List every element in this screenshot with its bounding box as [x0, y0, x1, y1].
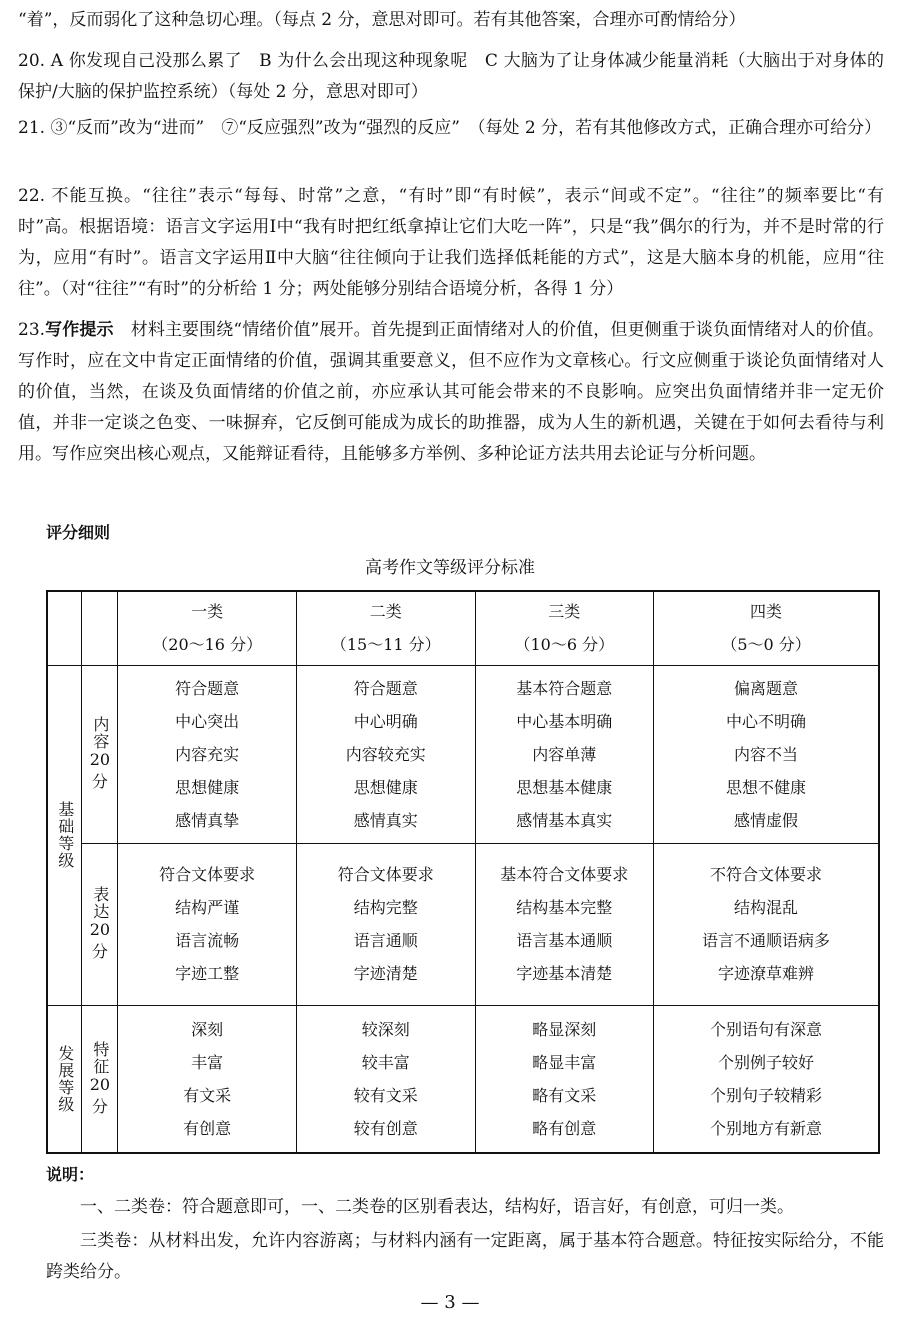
row-expression [47, 843, 879, 1005]
row-feature [47, 1005, 879, 1153]
cell-feature-1: 深刻 丰富 有文采 有创意 [118, 1005, 297, 1153]
cell-content-2: 符合题意 中心明确 内容较充实 思想健康 感情真实 [296, 665, 475, 843]
table-header-row [47, 591, 879, 665]
corner-cell [82, 591, 118, 665]
header-class-2: 二类 （15～11 分） [296, 591, 475, 665]
header-class-4: 四类 （5～0 分） [654, 591, 879, 665]
q22-answer: 22. 不能互换。“往往”表示“每每、时常”之意，“有时”即“有时候”，表示“间或不定”。“往往”的频率要比“有时”高。根据语境：语言文字运用Ⅰ中“我有时把红纸拿掉让它们大吃一阵”，只是“我”偶尔的行为，并不是时常的行为，应用“有时”。语言文字运用Ⅱ中大脑“往往倾向于让我们选择低耗能的方式”，这是大脑本身的机能，应用“往往”。（对“往往”“有时”的分析给 1 分；两处能够分别结合语境分析，各得 1 分） [18, 186, 884, 299]
rubric-label: 评分细则 [46, 523, 111, 542]
cell-feature-4: 个别语句有深意 个别例子较好 个别句子较精彩 个别地方有新意 [654, 1005, 879, 1153]
q20-answer: 20. A 你发现自己没那么累了 B 为什么会出现这种现象呢 C 大脑为了让身体减少能量消耗（大脑出于对身体的保护/大脑的保护监控系统）（每处 2 分，意思对即可） [18, 51, 884, 102]
cell-content-4: 偏离题意 中心不明确 内容不当 思想不健康 感情虚假 [654, 665, 879, 843]
row-content [47, 665, 879, 843]
cell-content-1: 符合题意 中心突出 内容充实 思想健康 感情真挚 [118, 665, 297, 843]
cell-feature-2: 较深刻 较丰富 较有文采 较有创意 [296, 1005, 475, 1153]
notes-paragraph-1: 一、二类卷：符合题意即可，一、二类卷的区别看表达，结构好，语言好，有创意，可归一类。 [80, 1197, 794, 1217]
cell-feature-3: 略显深刻 略显丰富 略有文采 略有创意 [475, 1005, 654, 1153]
header-class-3: 三类 （10～6 分） [475, 591, 654, 665]
group-basic: 基础等级 [47, 665, 82, 1005]
grading-table [46, 590, 880, 1154]
group-development: 发展等级 [47, 1005, 82, 1153]
q21-answer: 21. ③“反而”改为“进而” ⑦“反应强烈”改为“强烈的反应” （每处 2 分，若有其他修改方式，正确合理亦可给分） [18, 118, 882, 138]
row-label-content: 内容 20分 [82, 665, 118, 843]
notes-paragraph-2: 三类卷：从材料出发，允许内容游离；与材料内涵有一定距离，属于基本符合题意。特征按实际给分，不能跨类给分。 [46, 1231, 884, 1282]
notes-label: 说明： [46, 1165, 95, 1184]
q23-number: 23. [18, 320, 46, 340]
table-title: 高考作文等级评分标准 [365, 558, 535, 578]
corner-cell [47, 591, 82, 665]
cell-content-3: 基本符合题意 中心基本明确 内容单薄 思想基本健康 感情基本真实 [475, 665, 654, 843]
cell-expression-1: 符合文体要求 结构严谨 语言流畅 字迹工整 [118, 843, 297, 1005]
page-number: — 3 — [420, 1292, 480, 1313]
cell-expression-4: 不符合文体要求 结构混乱 语言不通顺语病多 字迹潦草难辨 [654, 843, 879, 1005]
q23-heading: 写作提示 [45, 320, 114, 340]
header-class-1: 一类 （20～16 分） [118, 591, 297, 665]
q23-answer [18, 315, 884, 470]
row-label-feature: 特征 20分 [82, 1005, 118, 1153]
q19-tail-text: “着”，反而弱化了这种急切心理。（每点 2 分，意思对即可。若有其他答案，合理亦可酌情给分） [18, 10, 746, 30]
q23-body: 材料主要围绕“情绪价值”展开。首先提到正面情绪对人的价值，但更侧重于谈负面情绪对人的价值。写作时，应在文中肯定正面情绪的价值，强调其重要意义，但不应作为文章核心。行文应侧重于谈论负面情绪对人的价值，当然，在谈及负面情绪的价值之前，亦应承认其可能会带来的不良影响。应突出负面情绪并非一定无价值，并非一定谈之色变、一味摒弃，它反倒可能成为成长的助推器，成为人生的新机遇，关键在于如何去看待与利用。写作应突出核心观点，又能辩证看待，且能够多方举例、多种论证方法共用去论证与分析问题。 [18, 320, 884, 464]
row-label-expression: 表达 20分 [82, 843, 118, 1005]
cell-expression-2: 符合文体要求 结构完整 语言通顺 字迹清楚 [296, 843, 475, 1005]
cell-expression-3: 基本符合文体要求 结构基本完整 语言基本通顺 字迹基本清楚 [475, 843, 654, 1005]
